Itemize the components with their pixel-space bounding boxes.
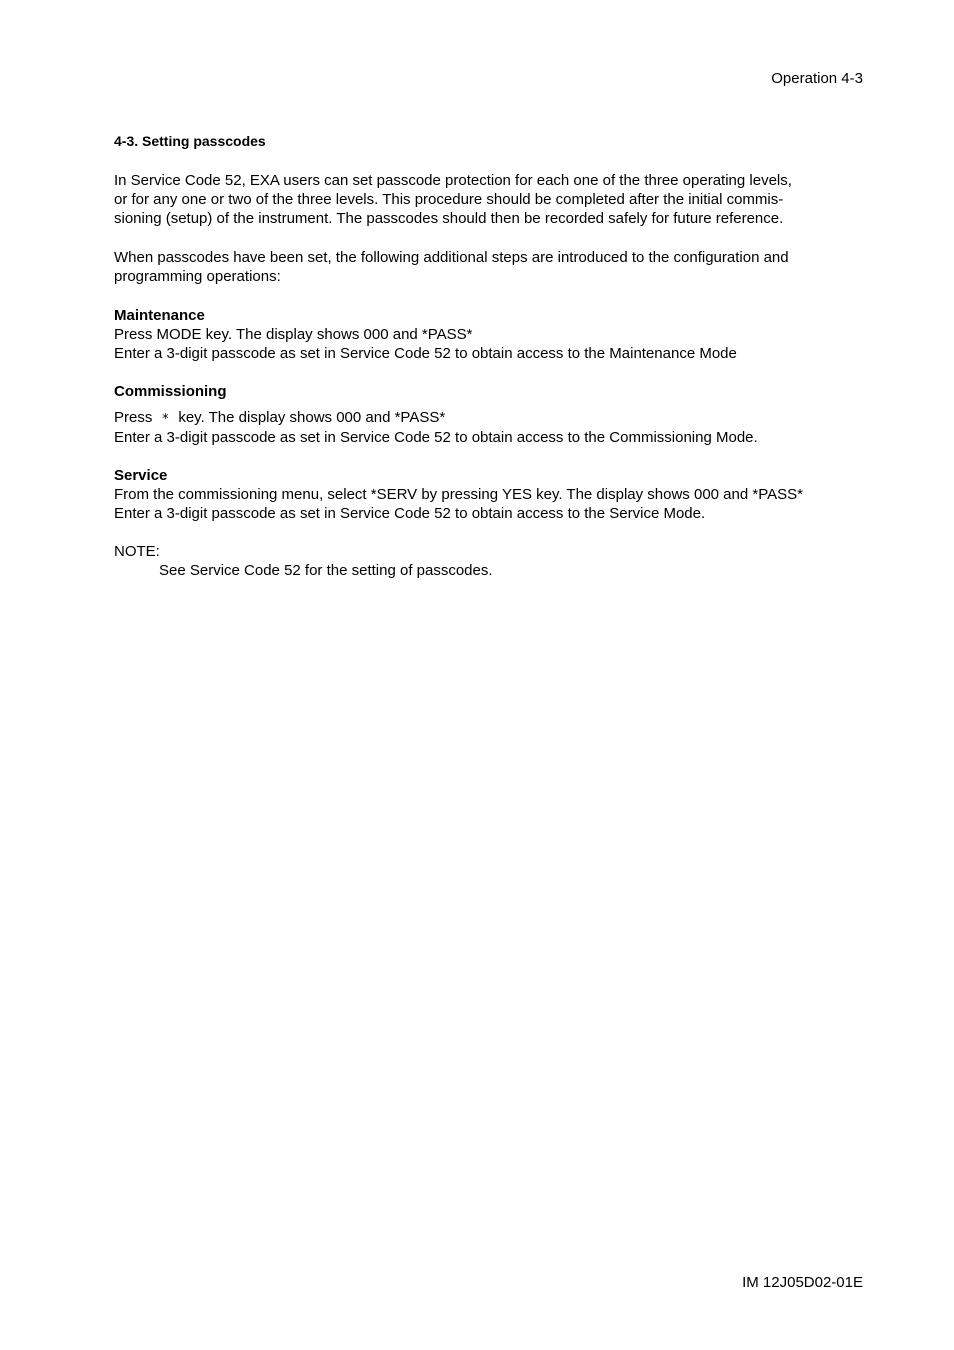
commissioning-line <box>114 408 874 428</box>
star-key-icon: * <box>162 412 169 427</box>
intro-line: In Service Code 52, EXA users can set passcode protection for each one of the three operating levels, <box>114 172 792 189</box>
intro-line: sioning (setup) of the instrument. The passcodes should then be recorded safely for future reference. <box>114 210 784 227</box>
service-line: From the commissioning menu, select *SERV by pressing YES key. The display shows 000 and *PASS* <box>114 486 803 503</box>
note-text: See Service Code 52 for the setting of passcodes. <box>159 562 493 579</box>
maintenance-section <box>114 306 874 363</box>
press-label: Press <box>114 409 153 426</box>
maintenance-title: Maintenance <box>114 307 205 324</box>
maintenance-line: Press MODE key. The display shows 000 and *PASS* <box>114 326 473 343</box>
service-line: Enter a 3-digit passcode as set in Service Code 52 to obtain access to the Service Mode. <box>114 505 706 522</box>
commissioning-section <box>114 382 874 447</box>
note-section <box>114 542 874 580</box>
steps-line: programming operations: <box>114 268 281 285</box>
document-content <box>114 132 874 580</box>
commissioning-line-rest: key. The display shows 000 and *PASS* <box>178 409 446 426</box>
page-header-label: Operation 4-3 <box>771 70 863 87</box>
commissioning-line: Enter a 3-digit passcode as set in Service Code 52 to obtain access to the Commissioning Mode. <box>114 429 758 446</box>
steps-line: When passcodes have been set, the following additional steps are introduced to the configuration and <box>114 249 789 266</box>
service-title: Service <box>114 467 168 484</box>
commissioning-title: Commissioning <box>114 383 227 400</box>
section-title: 4-3. Setting passcodes <box>114 133 266 149</box>
intro-paragraph <box>114 171 874 228</box>
maintenance-line: Enter a 3-digit passcode as set in Service Code 52 to obtain access to the Maintenance Mode <box>114 345 737 362</box>
document-id: IM 12J05D02-01E <box>742 1274 863 1291</box>
note-label: NOTE: <box>114 543 160 560</box>
service-section <box>114 466 874 523</box>
steps-paragraph <box>114 248 874 286</box>
intro-line: or for any one or two of the three levels. This procedure should be completed after the initial commis- <box>114 191 784 208</box>
